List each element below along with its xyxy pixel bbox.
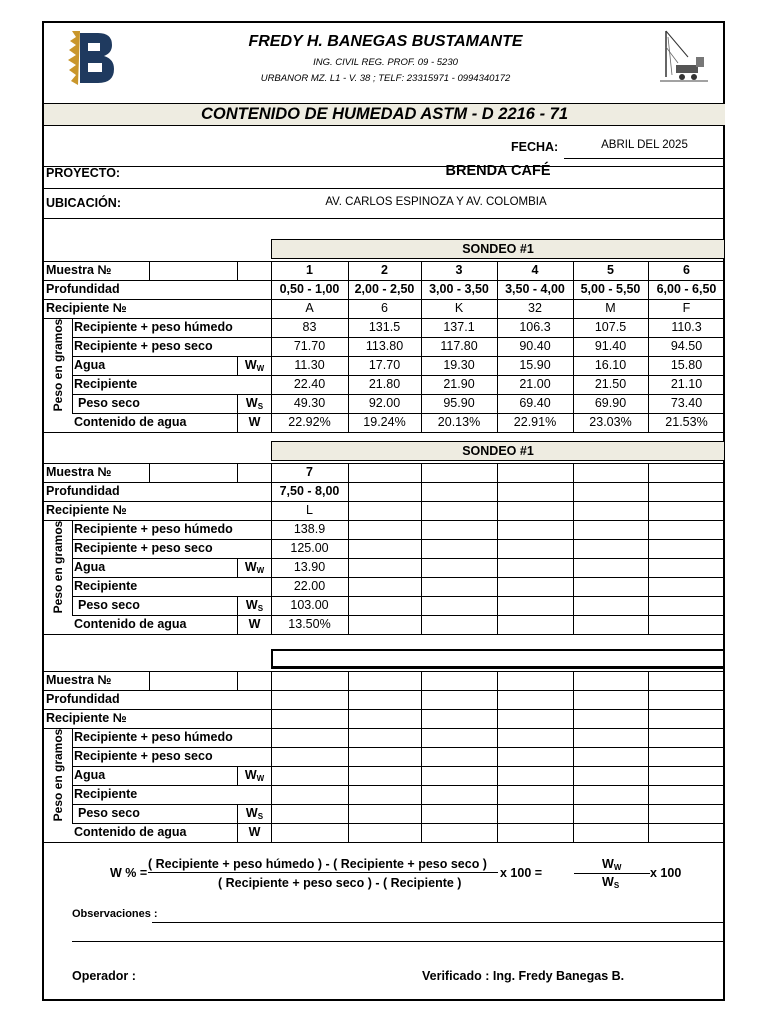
cell-tare-1: 22.00 <box>293 579 326 593</box>
cell-water-6: 15.80 <box>670 358 703 372</box>
fecha-value: ABRIL DEL 2025 <box>601 139 688 151</box>
w-symbol: W <box>248 617 261 631</box>
cell-depth-4 <box>497 482 573 501</box>
formula-ws: $W_S$ <box>602 875 620 890</box>
cell-moisture-5: 23.03% <box>589 415 632 429</box>
cell-tare-4: 21.00 <box>519 377 551 391</box>
formula-lhs: W % = <box>110 866 148 880</box>
cell-dry-6: 94.50 <box>670 339 703 353</box>
cell-water-2 <box>348 766 421 785</box>
peso-en-gramos-label: Peso en gramos <box>51 520 65 613</box>
cell-wet-3 <box>421 728 497 747</box>
row-label-recipiente_no: Recipiente № <box>46 301 127 315</box>
cell-depth-1 <box>271 690 348 709</box>
cell-samples-3 <box>421 463 497 482</box>
cell-water-3 <box>421 558 497 577</box>
cell-samples-2: 2 <box>381 263 388 277</box>
cell-tare-2 <box>348 785 421 804</box>
row-label-muestra: Muestra № <box>46 673 112 687</box>
fecha-label: FECHA: <box>511 140 559 154</box>
cell-wet-4 <box>497 520 573 539</box>
cell-moisture-1 <box>271 823 348 842</box>
ws-symbol: $W_S$ <box>245 396 264 411</box>
cell-container-4 <box>497 501 573 520</box>
formula-times-1: x 100 = <box>500 866 543 880</box>
observaciones-label: Observaciones : <box>72 908 158 920</box>
cell-water-6 <box>648 558 725 577</box>
cell-samples-6 <box>648 671 725 690</box>
cell-water-1: 13.90 <box>293 560 326 574</box>
cell-samples-5 <box>573 463 648 482</box>
cell-tare-2: 21.80 <box>368 377 401 391</box>
formula-numerator: ( Recipiente + peso húmedo ) - ( Recipiente + peso seco ) <box>148 857 487 871</box>
cell-samples-3 <box>421 671 497 690</box>
row-label-recipiente: Recipiente <box>74 377 138 391</box>
cell-container-1: L <box>306 503 313 517</box>
cell-tare-4 <box>497 577 573 596</box>
cell-tare-2 <box>348 577 421 596</box>
cell-dry-2: 113.80 <box>365 339 404 353</box>
cell-tare-5: 21.50 <box>594 377 627 391</box>
cell-wet-1: 138.9 <box>293 522 326 536</box>
cell-samples-2 <box>348 463 421 482</box>
cell-wet-2 <box>348 520 421 539</box>
cell-dry-5: 91.40 <box>594 339 627 353</box>
cell-container-6 <box>648 501 725 520</box>
row-label-agua: Agua <box>74 560 106 574</box>
proyecto-value: BRENDA CAFÉ <box>445 163 551 179</box>
cell-depth-6 <box>648 482 725 501</box>
cell-samples-4: 4 <box>531 263 539 277</box>
cell-moisture-4 <box>497 615 573 634</box>
cell-depth-4 <box>497 690 573 709</box>
report-sheet <box>42 21 725 1001</box>
ubicacion-label: UBICACIÓN: <box>46 196 121 210</box>
cell-dry_weight-6: 73.40 <box>670 396 703 410</box>
cell-depth-3: 3,00 - 3,50 <box>429 282 489 296</box>
row-label-peso_seco: Peso seco <box>78 806 140 820</box>
cell-dry-2 <box>348 539 421 558</box>
cell-dry-6 <box>648 747 725 766</box>
cell-tare-5 <box>573 577 648 596</box>
cell-dry_weight-3 <box>421 596 497 615</box>
cell-moisture-6: 21.53% <box>665 415 708 429</box>
cell-dry_weight-6 <box>648 596 725 615</box>
ww-symbol: $W_W$ <box>244 768 265 783</box>
cell-tare-3 <box>421 785 497 804</box>
cell-water-5 <box>573 766 648 785</box>
cell-container-6: F <box>682 301 691 315</box>
row-label-rec_humedo: Recipiente + peso húmedo <box>74 320 233 334</box>
cell-samples-4 <box>497 671 573 690</box>
cell-wet-4 <box>497 728 573 747</box>
cell-dry_weight-4 <box>497 804 573 823</box>
row-label-recipiente_no: Recipiente № <box>46 711 127 725</box>
cell-dry_weight-3: 95.90 <box>443 396 475 410</box>
cell-depth-6 <box>648 690 725 709</box>
cell-water-2: 17.70 <box>368 358 401 372</box>
cell-dry_weight-2 <box>348 596 421 615</box>
cell-wet-3: 137.1 <box>443 320 475 334</box>
cell-wet-5: 107.5 <box>594 320 627 334</box>
cell-water-2 <box>348 558 421 577</box>
cell-wet-1 <box>271 728 348 747</box>
cell-wet-3 <box>421 520 497 539</box>
cell-samples-1 <box>271 671 348 690</box>
cell-dry_weight-3 <box>421 804 497 823</box>
cell-tare-1 <box>271 785 348 804</box>
cell-dry_weight-1: 49.30 <box>293 396 326 410</box>
cell-depth-5 <box>573 690 648 709</box>
cell-depth-1: 7,50 - 8,00 <box>279 484 340 498</box>
sondeo-header <box>271 649 725 669</box>
verificado-label: Verificado : Ing. Fredy Banegas B. <box>422 969 625 983</box>
cell-water-1 <box>271 766 348 785</box>
cell-moisture-1: 13.50% <box>288 617 331 631</box>
cell-container-4 <box>497 709 573 728</box>
cell-moisture-2 <box>348 615 421 634</box>
cell-container-2 <box>348 501 421 520</box>
cell-dry-4 <box>497 747 573 766</box>
cell-samples-1: 1 <box>306 263 313 277</box>
formula-ww: $W_W$ <box>602 857 622 872</box>
formula-denominator: ( Recipiente + peso seco ) - ( Recipiente ) <box>218 876 462 890</box>
cell-depth-2: 2,00 - 2,50 <box>354 282 415 296</box>
row-label-rec_seco: Recipiente + peso seco <box>74 339 213 353</box>
cell-depth-3 <box>421 482 497 501</box>
cell-wet-5 <box>573 728 648 747</box>
row-label-rec_seco: Recipiente + peso seco <box>74 541 213 555</box>
cell-dry-1: 71.70 <box>293 339 326 353</box>
cell-tare-6 <box>648 785 725 804</box>
cell-wet-2 <box>348 728 421 747</box>
cell-moisture-5 <box>573 823 648 842</box>
cell-water-1: 11.30 <box>294 358 325 372</box>
peso-en-gramos-label: Peso en gramos <box>51 318 65 411</box>
cell-dry_weight-5 <box>573 596 648 615</box>
cell-container-1 <box>271 709 348 728</box>
cell-depth-2 <box>348 690 421 709</box>
row-label-profundidad: Profundidad <box>46 484 120 498</box>
cell-water-4 <box>497 766 573 785</box>
sondeo-header: SONDEO #1 <box>271 239 725 259</box>
peso-en-gramos-label: Peso en gramos <box>51 728 65 821</box>
cell-moisture-6 <box>648 823 725 842</box>
cell-tare-6: 21.10 <box>670 377 703 391</box>
cell-dry-4 <box>497 539 573 558</box>
cell-water-4 <box>497 558 573 577</box>
cell-dry-1 <box>271 747 348 766</box>
operador-label: Operador : <box>72 969 136 983</box>
cell-dry-3 <box>421 539 497 558</box>
row-label-rec_humedo: Recipiente + peso húmedo <box>74 730 233 744</box>
cell-container-5 <box>573 501 648 520</box>
row-label-rec_humedo: Recipiente + peso húmedo <box>74 522 233 536</box>
w-symbol: W <box>248 415 261 429</box>
cell-dry-4: 90.40 <box>519 339 551 353</box>
cell-depth-1: 0,50 - 1,00 <box>279 282 340 296</box>
ww-symbol: $W_W$ <box>244 358 265 373</box>
drilling-rig-icon <box>658 27 710 85</box>
cell-depth-5 <box>573 482 648 501</box>
row-label-profundidad: Profundidad <box>46 692 120 706</box>
row-label-contenido: Contenido de agua <box>74 617 187 631</box>
cell-moisture-3 <box>421 823 497 842</box>
cell-water-4: 15.90 <box>519 358 551 372</box>
cell-wet-5 <box>573 520 648 539</box>
cell-dry-5 <box>573 539 648 558</box>
cell-water-3: 19.30 <box>443 358 475 372</box>
document-title: CONTENIDO DE HUMEDAD ASTM - D 2216 - 71 <box>44 103 725 126</box>
cell-moisture-1: 22.92% <box>288 415 331 429</box>
cell-moisture-4 <box>497 823 573 842</box>
cell-tare-4 <box>497 785 573 804</box>
proyecto-label: PROYECTO: <box>46 166 121 180</box>
row-label-recipiente: Recipiente <box>74 579 138 593</box>
cell-samples-6 <box>648 463 725 482</box>
cell-wet-1: 83 <box>302 320 317 334</box>
ubicacion-value: AV. CARLOS ESPINOZA Y AV. COLOMBIA <box>325 196 547 208</box>
formula-times-2: x 100 <box>650 866 682 880</box>
professional-registration: ING. CIVIL REG. PROF. 09 - 5230 <box>313 57 458 68</box>
cell-water-3 <box>421 766 497 785</box>
cell-tare-3 <box>421 577 497 596</box>
cell-samples-3: 3 <box>455 263 463 277</box>
sondeo-header: SONDEO #1 <box>271 441 725 461</box>
w-symbol: W <box>248 825 261 839</box>
cell-depth-3 <box>421 690 497 709</box>
cell-tare-6 <box>648 577 725 596</box>
cell-container-3 <box>421 709 497 728</box>
row-label-agua: Agua <box>74 768 106 782</box>
cell-moisture-4: 22.91% <box>513 415 557 429</box>
cell-dry_weight-4 <box>497 596 573 615</box>
cell-dry_weight-1 <box>271 804 348 823</box>
cell-depth-6: 6,00 - 6,50 <box>656 282 717 296</box>
cell-dry_weight-5: 69.90 <box>594 396 627 410</box>
cell-dry_weight-4: 69.40 <box>519 396 551 410</box>
cell-dry-1: 125.00 <box>290 541 329 555</box>
cell-moisture-2: 19.24% <box>363 415 406 429</box>
cell-container-1: A <box>305 301 314 315</box>
cell-samples-4 <box>497 463 573 482</box>
ws-symbol: $W_S$ <box>245 598 264 613</box>
row-label-rec_seco: Recipiente + peso seco <box>74 749 213 763</box>
cell-depth-2 <box>348 482 421 501</box>
row-label-peso_seco: Peso seco <box>78 598 140 612</box>
cell-water-5 <box>573 558 648 577</box>
cell-tare-3: 21.90 <box>443 377 475 391</box>
cell-moisture-6 <box>648 615 725 634</box>
cell-samples-6: 6 <box>683 263 690 277</box>
cell-dry_weight-6 <box>648 804 725 823</box>
row-label-recipiente: Recipiente <box>74 787 138 801</box>
company-name: FREDY H. BANEGAS BUSTAMANTE <box>248 33 523 50</box>
cell-container-2 <box>348 709 421 728</box>
row-label-contenido: Contenido de agua <box>74 825 187 839</box>
cell-dry-6 <box>648 539 725 558</box>
cell-wet-6: 110.3 <box>671 320 702 334</box>
cell-moisture-3 <box>421 615 497 634</box>
row-label-muestra: Muestra № <box>46 465 112 479</box>
row-label-recipiente_no: Recipiente № <box>46 503 127 517</box>
cell-depth-5: 5,00 - 5,50 <box>580 282 641 296</box>
cell-container-5 <box>573 709 648 728</box>
cell-tare-1: 22.40 <box>293 377 326 391</box>
company-address: URBANOR MZ. L1 - V. 38 ; TELF: 23315971 - 0994340172 <box>260 73 511 84</box>
cell-wet-4: 106.3 <box>519 320 551 334</box>
row-label-agua: Agua <box>74 358 106 372</box>
cell-dry-3 <box>421 747 497 766</box>
cell-wet-2: 131.5 <box>368 320 401 334</box>
cell-dry-3: 117.80 <box>440 339 478 353</box>
cell-container-3 <box>421 501 497 520</box>
cell-container-3: K <box>454 301 464 315</box>
cell-samples-2 <box>348 671 421 690</box>
cell-container-5: M <box>605 301 616 315</box>
cell-samples-5 <box>573 671 648 690</box>
row-label-contenido: Contenido de agua <box>74 415 187 429</box>
cell-dry_weight-1: 103.00 <box>290 598 329 612</box>
cell-dry-2 <box>348 747 421 766</box>
cell-dry_weight-2 <box>348 804 421 823</box>
row-label-profundidad: Profundidad <box>46 282 120 296</box>
cell-depth-4: 3,50 - 4,00 <box>505 282 565 296</box>
cell-container-4: 32 <box>528 301 542 315</box>
row-label-muestra: Muestra № <box>46 263 112 277</box>
ww-symbol: $W_W$ <box>244 560 265 575</box>
cell-dry_weight-2: 92.00 <box>368 396 401 410</box>
cell-water-5: 16.10 <box>594 358 627 372</box>
cell-moisture-3: 20.13% <box>437 415 481 429</box>
cell-container-2: 6 <box>381 301 388 315</box>
cell-container-6 <box>648 709 725 728</box>
cell-moisture-5 <box>573 615 648 634</box>
cell-wet-6 <box>648 728 725 747</box>
cell-wet-6 <box>648 520 725 539</box>
cell-tare-5 <box>573 785 648 804</box>
cell-moisture-2 <box>348 823 421 842</box>
row-label-peso_seco: Peso seco <box>78 396 140 410</box>
cell-samples-5: 5 <box>607 263 614 277</box>
cell-dry-5 <box>573 747 648 766</box>
cell-samples-1: 7 <box>306 465 313 479</box>
cell-water-6 <box>648 766 725 785</box>
cell-dry_weight-5 <box>573 804 648 823</box>
ws-symbol: $W_S$ <box>245 806 264 821</box>
